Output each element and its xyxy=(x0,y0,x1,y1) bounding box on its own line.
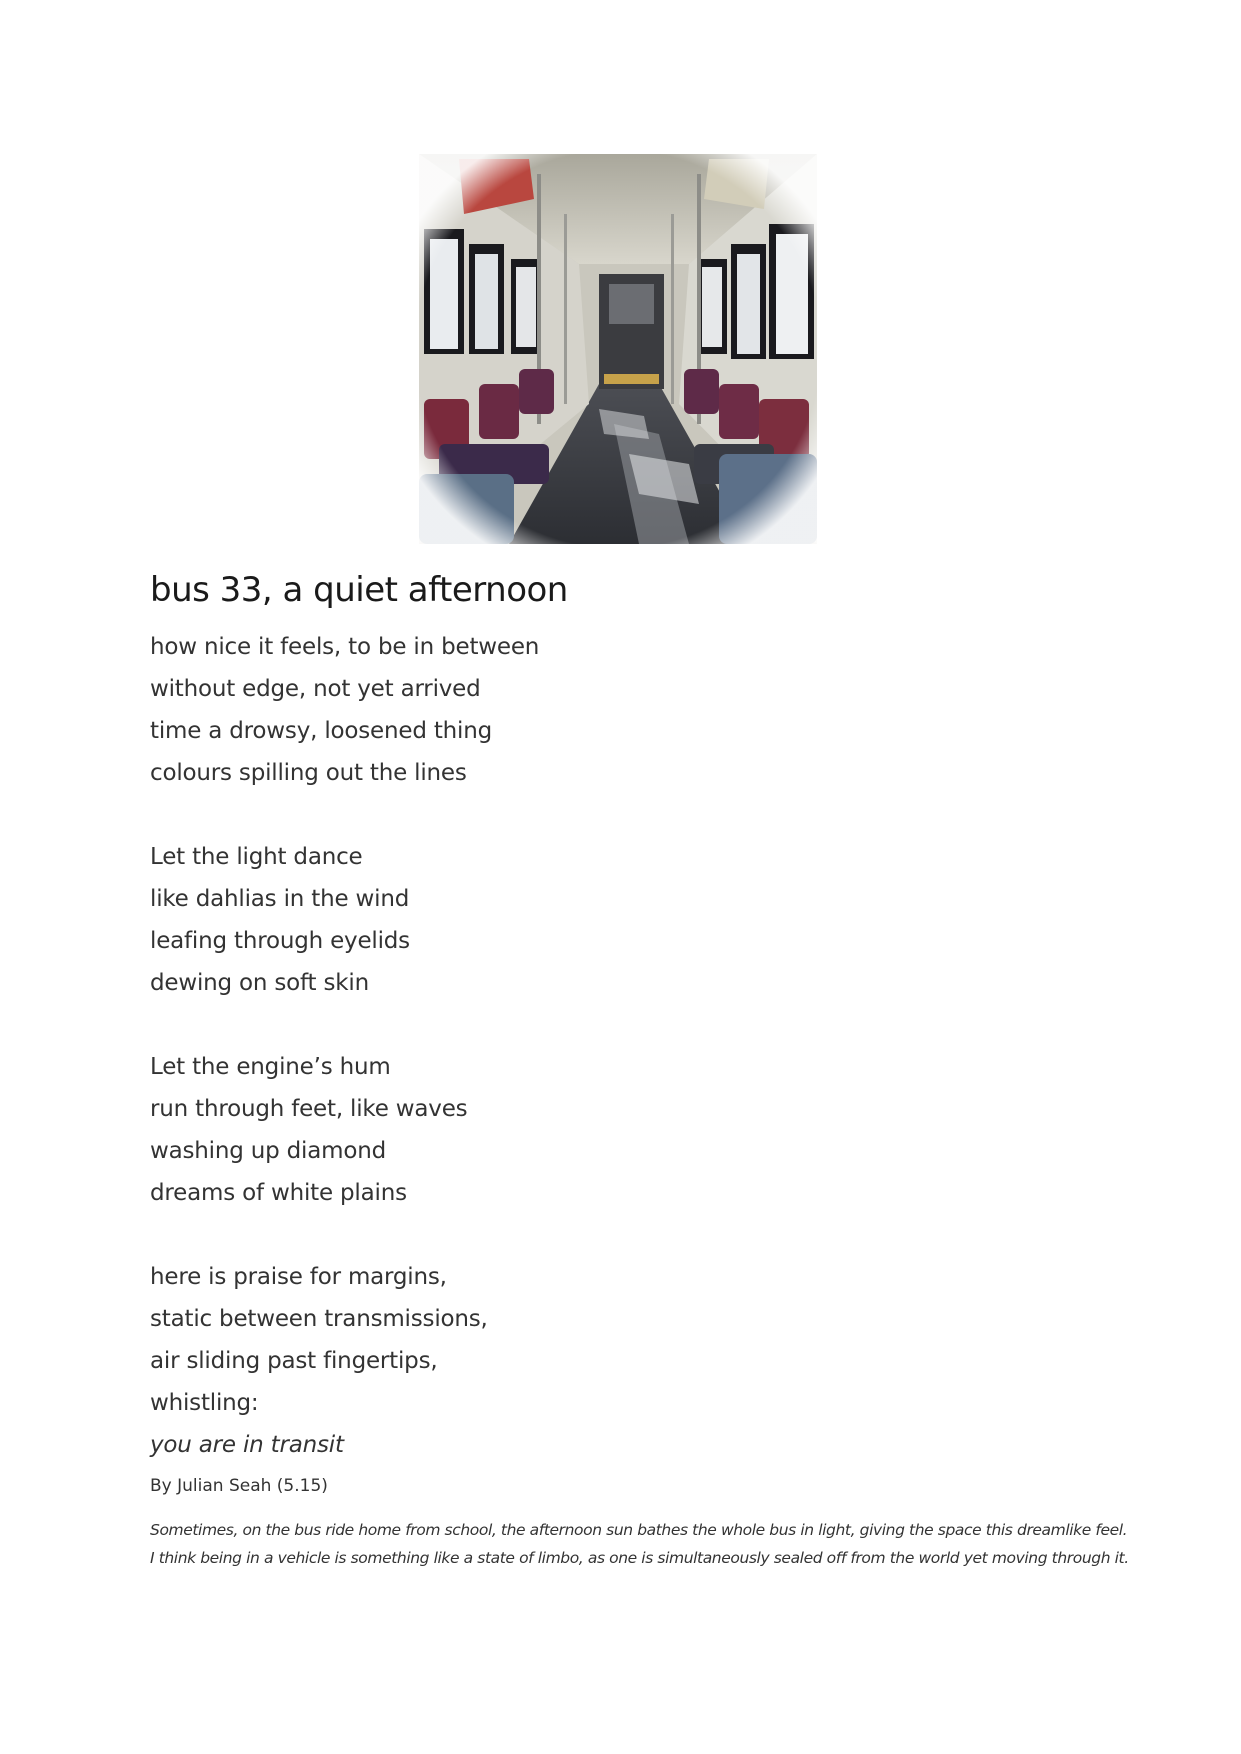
poem-line: colours spilling out the lines xyxy=(150,760,467,786)
poem-line: static between transmissions, xyxy=(150,1306,488,1332)
poem-title: bus 33, a quiet afternoon xyxy=(150,570,568,610)
poem-line: here is praise for margins, xyxy=(150,1264,447,1290)
stanza-1 xyxy=(150,626,850,794)
poem-line: Let the light dance xyxy=(150,844,363,870)
author-note-line: Sometimes, on the bus ride home from school, the afternoon sun bathes the whole bus in light, giving the space this dreamlike feel. xyxy=(150,1521,1128,1539)
poem-line: washing up diamond xyxy=(150,1138,386,1164)
poem-line: like dahlias in the wind xyxy=(150,886,410,912)
poem-line: how nice it feels, to be in between xyxy=(150,634,540,660)
bus-interior-photo xyxy=(419,154,817,544)
poem-line: air sliding past fingertips, xyxy=(150,1348,438,1374)
poem-line: Let the engine’s hum xyxy=(150,1054,391,1080)
author-note xyxy=(150,1516,1150,1572)
poem-line: run through feet, like waves xyxy=(150,1096,468,1122)
poem-line: whistling: xyxy=(150,1390,259,1416)
poem-line: time a drowsy, loosened thing xyxy=(150,718,492,744)
stanza-4 xyxy=(150,1256,850,1466)
poem-line: without edge, not yet arrived xyxy=(150,676,481,702)
author-note-line: I think being in a vehicle is something like a state of limbo, as one is simultaneously sealed off from the world yet moving through it. xyxy=(150,1549,1129,1567)
stanza-3 xyxy=(150,1046,850,1214)
author-byline: By Julian Seah (5.15) xyxy=(150,1476,328,1496)
poem-line: leafing through eyelids xyxy=(150,928,410,954)
poem-line-emphasis: you are in transit xyxy=(150,1432,344,1458)
stanza-2 xyxy=(150,836,850,1004)
poem-line: dreams of white plains xyxy=(150,1180,407,1206)
poem-line: dewing on soft skin xyxy=(150,970,369,996)
poem-body xyxy=(150,626,850,1508)
